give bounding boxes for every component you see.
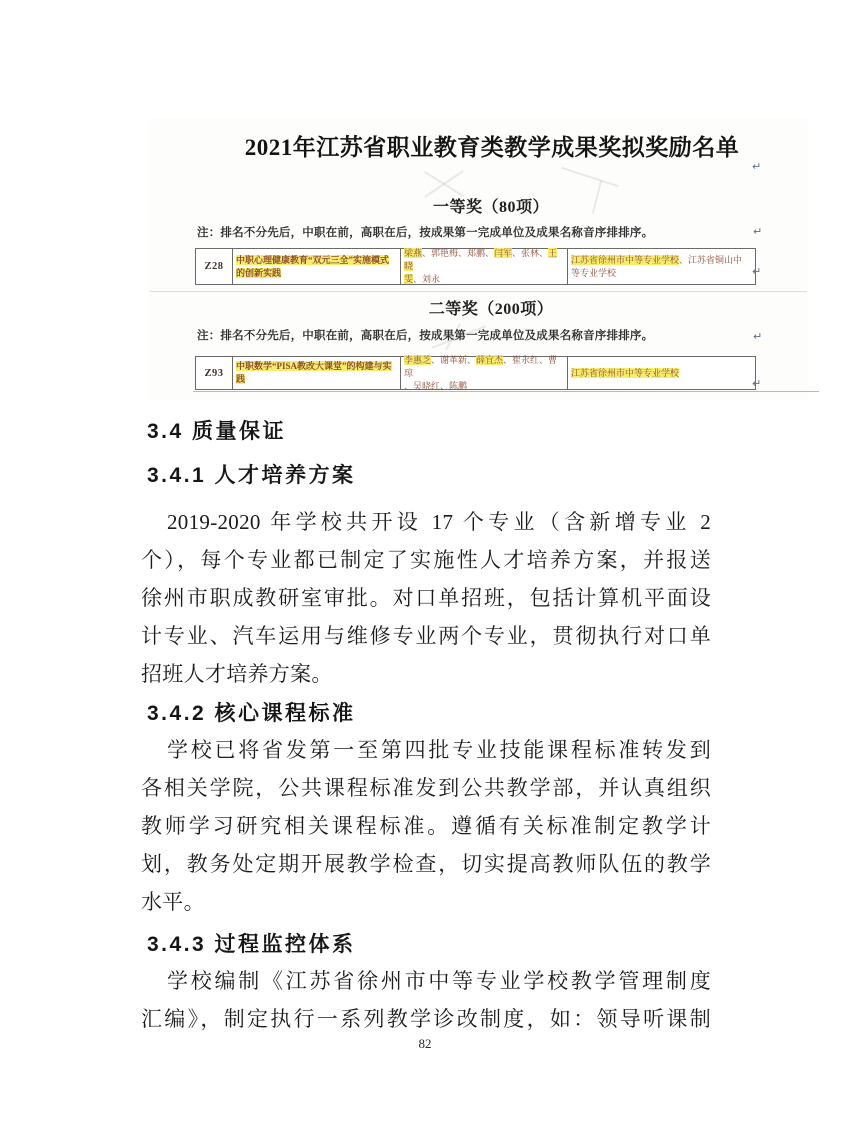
award-code-cell: Z93 [204, 367, 224, 379]
paragraph-3-4-2: 学校已将省发第一至第四批专业技能课程标准转发到 各相关学院，公共课程标准发到公共教学部，并认真组织 教师学习研究相关课程标准。遵循有关标准制定教学计 划，教务处定期开展教学检查，切实提高教师队伍的教学 水平。 [141, 738, 711, 914]
return-mark-icon: ↵ [752, 377, 762, 390]
return-mark-icon: ↵ [752, 265, 762, 278]
first-prize-heading: 一等奖（80项） [432, 199, 549, 216]
award-school-cell: 江苏省徐州市中等专业学校 [567, 357, 755, 389]
return-mark-icon: ↵ [753, 225, 763, 238]
section-heading-3-4-3: 3.4.3 过程监控体系 [147, 933, 356, 956]
scan-divider-line [193, 391, 819, 392]
page-number: 82 [418, 1036, 432, 1051]
award-list-title: 2021年江苏省职业教育类教学成果奖拟奖励名单 [244, 135, 740, 160]
second-prize-table-row [195, 356, 756, 390]
scan-divider-line [150, 291, 807, 292]
award-school-cell: 江苏省徐州市中等专业学校、江苏省铜山中 等专业学校 [567, 249, 755, 284]
return-mark-icon: ↵ [752, 160, 762, 173]
award-names-cell: 李惠芝、谢革新、薛宜杰、崔永红、曹琼 、吴晓红、陈鹏 [400, 357, 567, 389]
paragraph-3-4-3: 学校编制《江苏省徐州市中等专业学校教学管理制度 汇编》，制定执行一系列教学诊改制度，如：领导听课制 [141, 969, 711, 1031]
second-prize-heading: 二等奖（200项） [428, 301, 554, 318]
award-topic-cell: 中职数学“PISA教改大课堂”的构建与实 践 [232, 357, 400, 389]
award-code-cell: Z28 [204, 261, 224, 272]
first-prize-note: 注：排名不分先后，中职在前，高职在后，按成果第一完成单位及成果名称音序排排序。 [197, 227, 654, 239]
first-prize-table-row [195, 248, 756, 285]
second-prize-note: 注：排名不分先后，中职在前，高职在后，按成果第一完成单位及成果名称音序排排序。 [197, 330, 654, 342]
section-heading-3-4: 3.4 质量保证 [147, 420, 287, 443]
section-heading-3-4-2: 3.4.2 核心课程标准 [147, 702, 356, 725]
paragraph-3-4-1: 2019-2020 年学校共开设 17 个专业（含新增专业 2 个），每个专业都已制定了实施性人才培养方案，并报送 徐州市职成教研室审批。对口单招班，包括计算机平面设 计专业、汽车运用与维修专业两个专业，贯彻执行对口单 招班人才培养方案。 [141, 510, 711, 686]
return-mark-icon: ↵ [753, 330, 763, 343]
award-topic-cell: 中职心理健康教育“双元三全”实施模式 的创新实践 [232, 249, 400, 284]
award-names-cell: 梁燕、郭艳梅、郑鹏、闫军、张林、王晓 雯、刘永 [400, 249, 567, 284]
section-heading-3-4-1: 3.4.1 人才培养方案 [147, 464, 356, 487]
